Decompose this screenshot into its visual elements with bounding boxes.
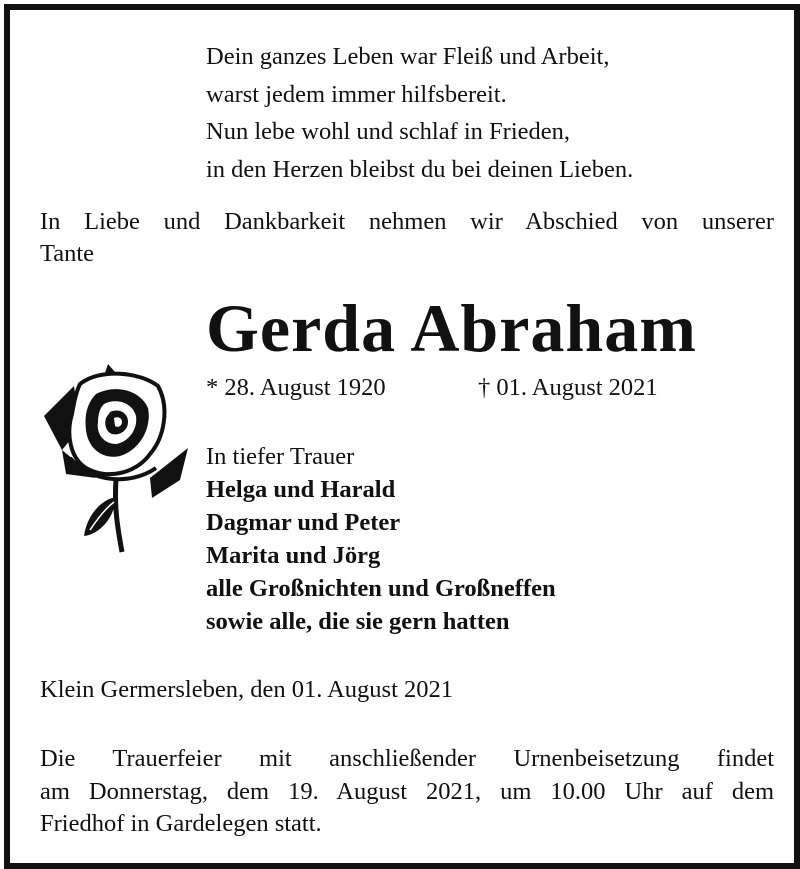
deceased-name: Gerda Abraham	[206, 290, 697, 366]
mourner-name: sowie alle, die sie gern hatten	[206, 608, 510, 635]
obituary-frame	[4, 4, 800, 869]
mourner-name: Helga und Harald	[206, 476, 396, 503]
death-date: † 01. August 2021	[478, 374, 658, 401]
mourner-name: Marita und Jörg	[206, 542, 381, 569]
poem-line: in den Herzen bleibst du bei deinen Lieben.	[206, 155, 634, 183]
poem-line: Nun lebe wohl und schlaf in Frieden,	[206, 118, 571, 145]
intro-line: Tante	[40, 240, 95, 267]
rose-icon	[40, 358, 190, 554]
funeral-notice	[40, 743, 774, 841]
birth-date: * 28. August 1920	[206, 374, 386, 401]
life-dates	[206, 374, 658, 402]
funeral-line: Friedhof in Gardelegen statt.	[40, 810, 322, 837]
mourner-name: alle Großnichten und Großneffen	[206, 575, 556, 602]
mourners-intro: In tiefer Trauer	[206, 443, 355, 470]
intro-text	[40, 206, 774, 270]
mourners	[206, 440, 556, 638]
funeral-line: Die Trauerfeier mit anschließender Urnenbeisetzung findet	[40, 745, 774, 772]
poem-line: warst jedem immer hilfsbereit.	[206, 80, 507, 108]
poem	[206, 38, 633, 188]
poem-line: Dein ganzes Leben war Fleiß und Arbeit,	[206, 43, 610, 70]
funeral-line: am Donnerstag, dem 19. August 2021, um 10.00 Uhr auf dem	[40, 777, 774, 805]
intro-line: In Liebe und Dankbarkeit nehmen wir Abschied von unserer	[40, 208, 774, 235]
place-date: Klein Germersleben, den 01. August 2021	[40, 676, 454, 703]
mourner-name: Dagmar und Peter	[206, 509, 401, 536]
